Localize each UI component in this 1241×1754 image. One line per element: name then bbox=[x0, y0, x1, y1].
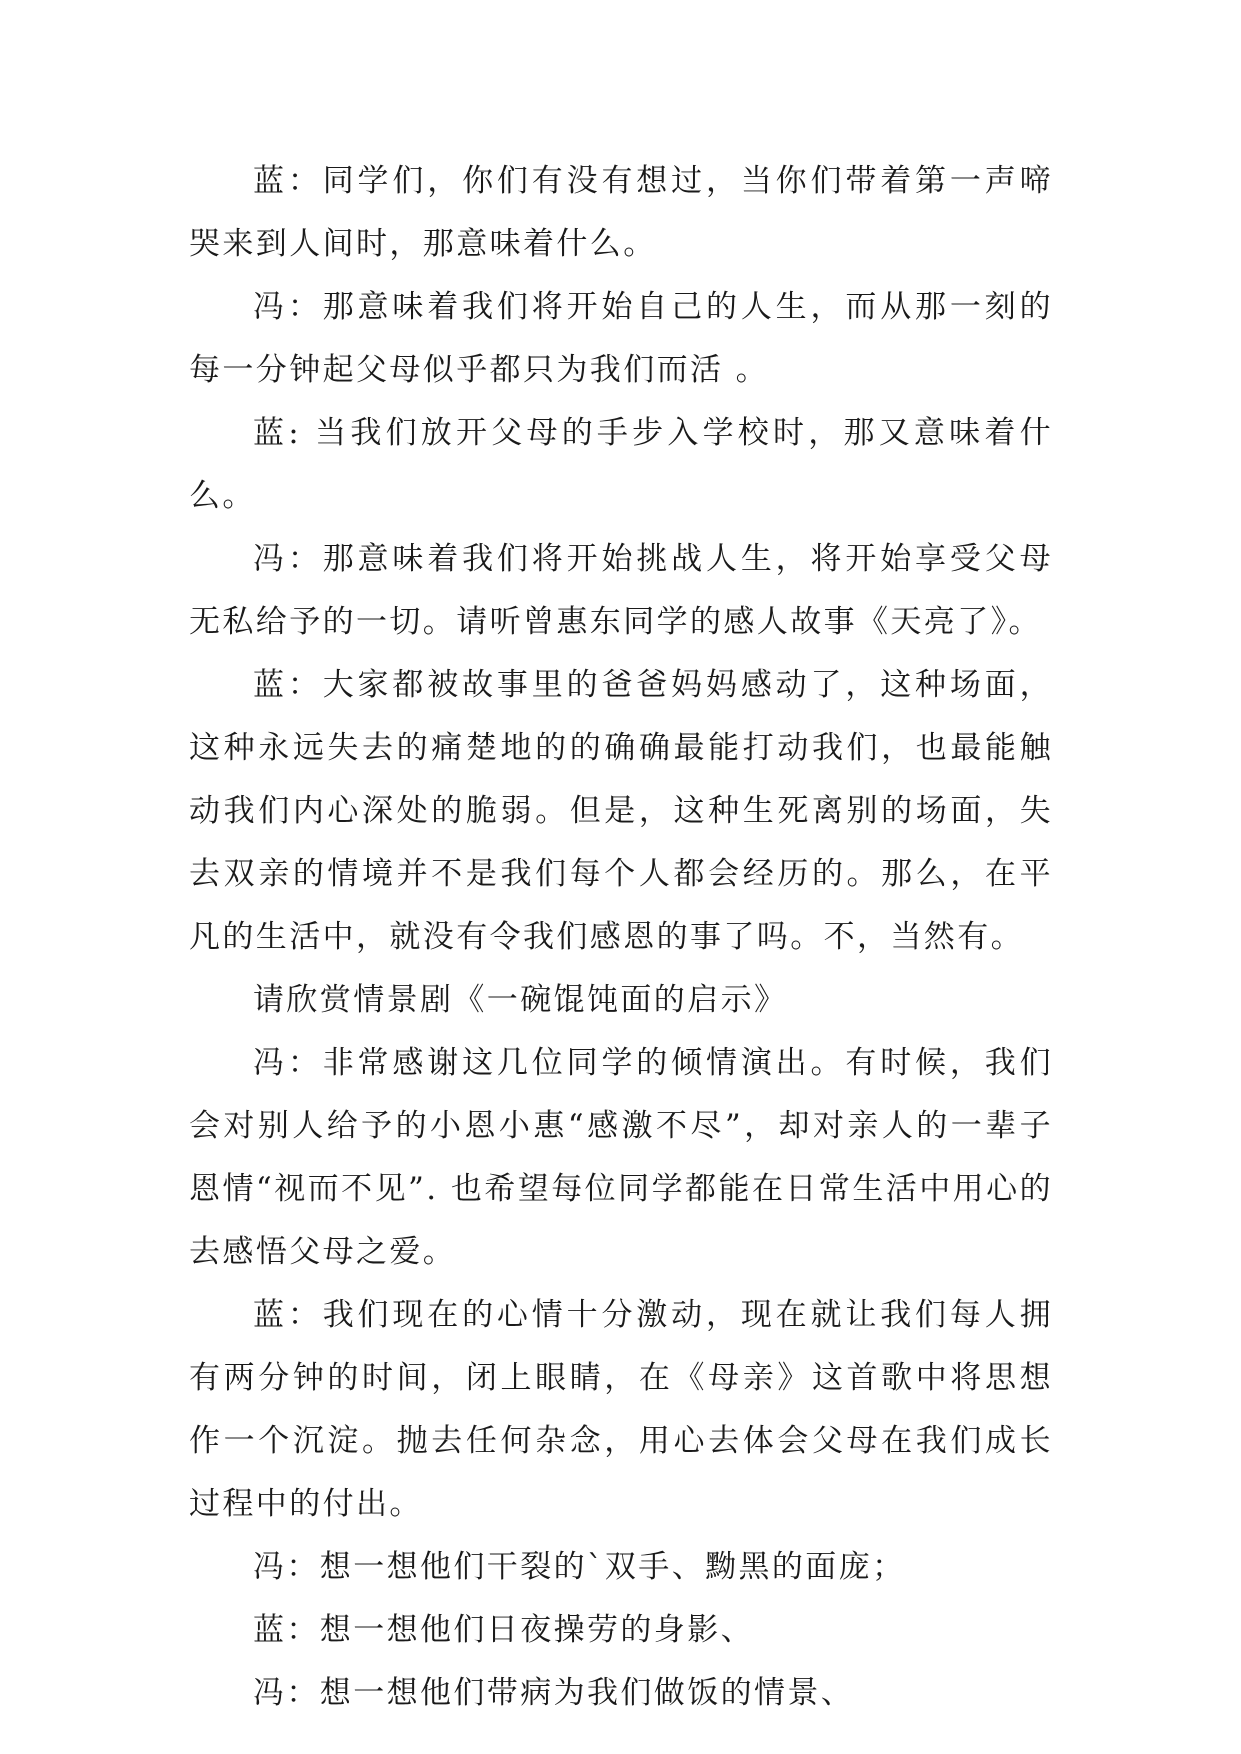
document-body bbox=[189, 150, 1053, 1725]
paragraph: 蓝：同学们，你们有没有想过，当你们带着第一声啼哭来到人间时，那意味着什么。 bbox=[189, 163, 1053, 262]
paragraph: 请欣赏情景剧《一碗馄饨面的启示》 bbox=[253, 982, 788, 1018]
paragraph: 冯：想一想他们带病为我们做饭的情景、 bbox=[253, 1675, 855, 1711]
paragraph: 蓝：想一想他们日夜操劳的身影、 bbox=[253, 1612, 754, 1648]
paragraph: 蓝: 当我们放开父母的手步入学校时，那又意味着什么。 bbox=[189, 415, 1053, 514]
paragraph: 蓝：大家都被故事里的爸爸妈妈感动了，这种场面，这种永远失去的痛楚地的的确确最能打动我们，也最能触动我们内心深处的脆弱。但是，这种生死离别的场面，失去双亲的情境并不是我们每个人都会经历的。那么，在平凡的生活中，就没有令我们感恩的事了吗。不，当然有。 bbox=[189, 667, 1053, 955]
paragraph: 蓝：我们现在的心情十分激动，现在就让我们每人拥有两分钟的时间，闭上眼睛，在《母亲》这首歌中将思想作一个沉淀。抛去任何杂念，用心去体会父母在我们成长过程中的付出。 bbox=[189, 1297, 1053, 1522]
paragraph: 冯：非常感谢这几位同学的倾情演出。有时候，我们会对别人给予的小恩小惠“感激不尽”，却对亲人的一辈子恩情“视而不见”. 也希望每位同学都能在日常生活中用心的去感悟父母之爱。 bbox=[189, 1045, 1053, 1270]
paragraph: 冯：那意味着我们将开始挑战人生，将开始享受父母无私给予的一切。请听曾惠东同学的感人故事《天亮了》。 bbox=[189, 541, 1053, 640]
paragraph: 冯：那意味着我们将开始自己的人生，而从那一刻的每一分钟起父母似乎都只为我们而活 。 bbox=[189, 289, 1053, 388]
paragraph: 冯：想一想他们干裂的`双手、黝黑的面庞； bbox=[253, 1549, 906, 1585]
